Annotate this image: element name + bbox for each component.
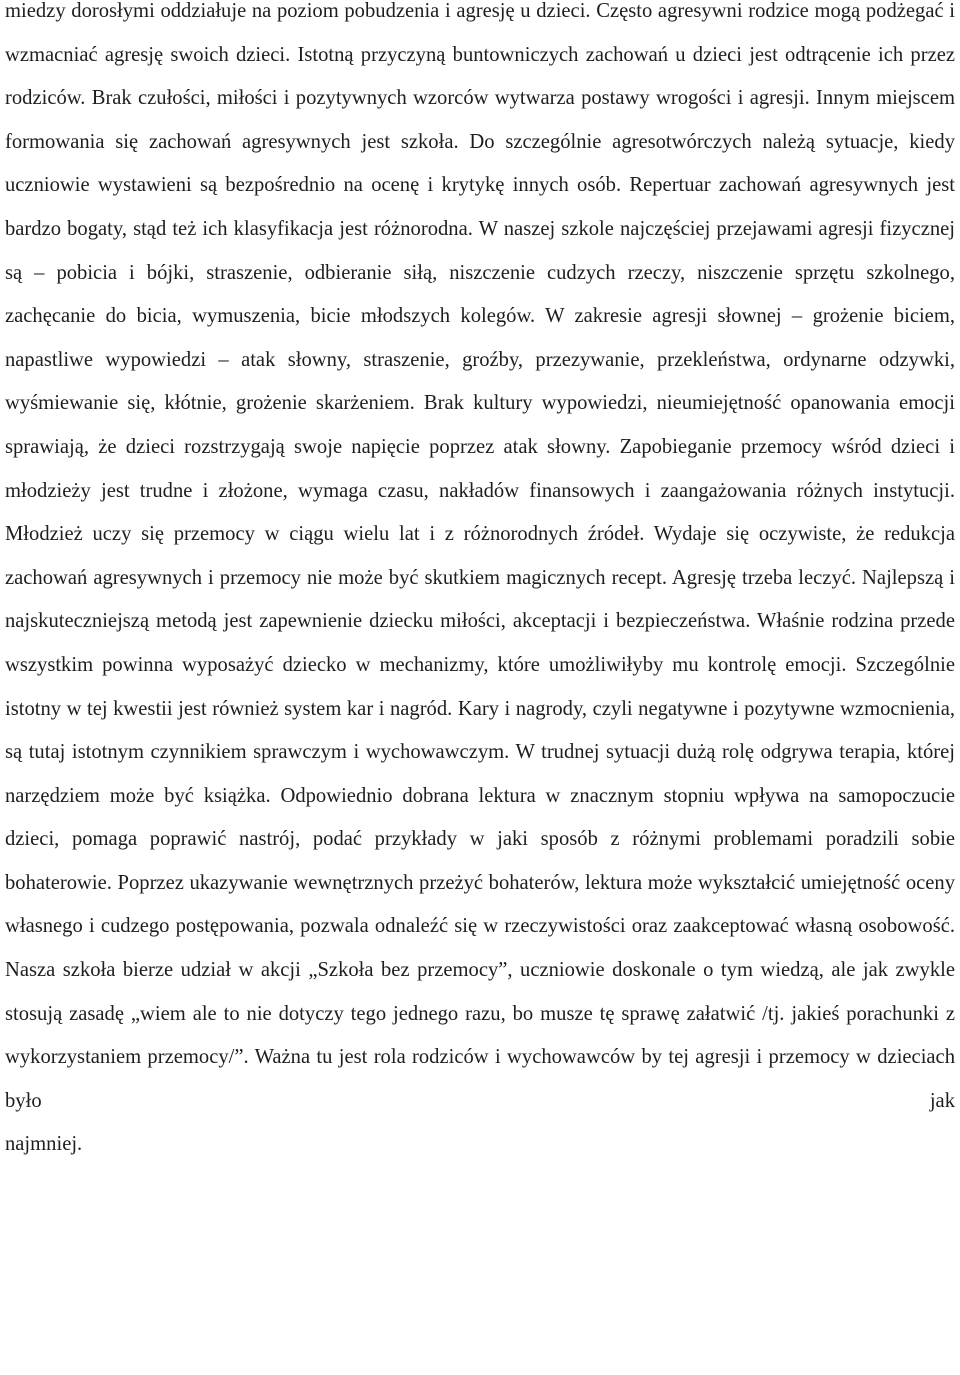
paragraph-text: miedzy dorosłymi oddziałuje na poziom pobudzenia i agresję u dzieci. Często agresywni rodzice mogą podżegać i wzmacniać agresję swoich dzieci. Istotną przyczyną buntowniczych zachowań u dzieci jest odtrącenie ich przez rodziców. Brak czułości, miłości i pozytywnych wzorców wytwarza postawy wrogości i agresji. Innym miejscem formowania się zachowań agresywnych jest szkoła. Do szczególnie agresotwórczych należą sytuacje, kiedy uczniowie wystawieni są bezpośrednio na ocenę i krytykę innych osób. Repertuar zachowań agresywnych jest bardzo bogaty, stąd też ich klasyfikacja jest różnorodna. W naszej szkole najczęściej przejawami agresji fizycznej są – pobicia i bójki, straszenie, odbieranie siłą, niszczenie cudzych rzeczy, niszczenie sprzętu szkolnego, zachęcanie do bicia, wymuszenia, bicie młodszych kolegów. W zakresie agresji słownej – grożenie biciem, napastliwe wypowiedzi – atak słowny, straszenie, groźby, przezywanie, przekleństwa, ordynarne odzywki, wyśmiewanie się, kłótnie, grożenie skarżeniem. Brak kultury wypowiedzi, nieumiejętność opanowania emocji sprawiają, że dzieci rozstrzygają swoje napięcie poprzez atak słowny. Zapobieganie przemocy wśród dzieci i młodzieży jest trudne i złożone, wymaga czasu, nakładów finansowych i zaangażowania różnych instytucji. Młodzież uczy się przemocy w ciągu wielu lat i z różnorodnych źródeł. Wydaje się oczywiste, że redukcja zachowań agresywnych i przemocy nie może być skutkiem magicznych recept. Agresję trzeba leczyć. Najlepszą i najskuteczniejszą metodą jest zapewnienie dziecku miłości, akceptacji i bezpieczeństwa. Właśnie rodzina przede wszystkim powinna wyposażyć dziecko w mechanizmy, które umożliwiłyby mu kontrolę emocji. Szczególnie istotny w tej kwestii jest również system kar i nagród. Kary i nagrody, czyli negatywne i pozytywne wzmocnienia, są tutaj istotnym czynnikiem sprawczym i wychowawczym. W trudnej sytuacji dużą rolę odgrywa terapia, której narzędziem może być książka. Odpowiednio dobrana lektura w znacznym stopniu wpływa na samopoczucie dzieci, pomaga poprawić nastrój, podać przykłady w jaki sposób z różnymi problemami poradzili sobie bohaterowie. Poprzez ukazywanie wewnętrznych przeżyć bohaterów, lektura może wykształcić umiejętność oceny własnego i cudzego postępowania, pozwala odnaleźć się w rzeczywistości oraz zaakceptować własną osobowość. Nasza szkoła bierze udział w akcji „Szkoła bez przemocy”, uczniowie doskonale o tym wiedzą, ale jak zwykle stosują zasadę „wiem ale to nie dotyczy tego jednego razu, bo musze tę sprawę załatwić /tj. jakieś porachunki z wykorzystaniem przemocy/”. Ważna tu jest rola rodziców i wychowawców by tej agresji i przemocy w dzieciach było jak	[5, 0, 955, 1112]
body-paragraph	[5, 0, 955, 1167]
document-page	[5, 0, 955, 1375]
paragraph-last-line: najmniej.	[5, 1133, 83, 1156]
